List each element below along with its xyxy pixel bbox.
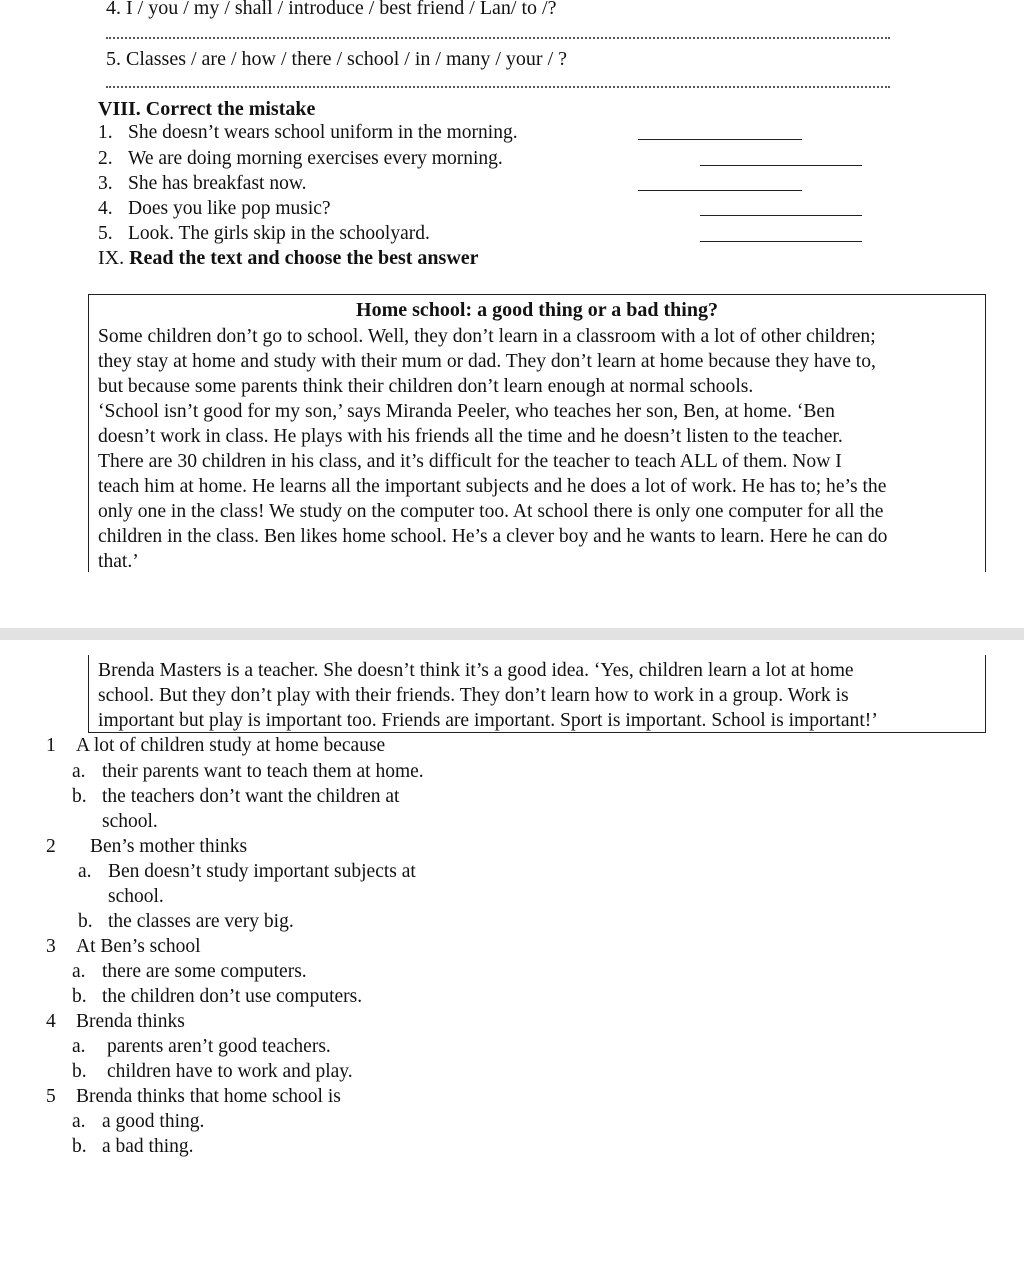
question-stem: Brenda thinks that home school is xyxy=(76,1086,341,1107)
passage-line: doesn’t work in class. He plays with his friends all the time and he doesn’t listen to the teacher. xyxy=(98,426,843,447)
option-letter: a. xyxy=(72,761,86,782)
option-text: school. xyxy=(108,886,164,907)
option-text: the children don’t use computers. xyxy=(102,986,363,1007)
passage-line: teach him at home. He learns all the important subjects and he does a lot of work. He has to; he’s the xyxy=(98,476,887,497)
passage-line: only one in the class! We study on the computer too. At school there is only one computer for all the xyxy=(98,501,884,522)
passage-line: There are 30 children in his class, and it’s difficult for the teacher to teach ALL of them. Now I xyxy=(98,451,842,472)
option-text: the teachers don’t want the children at xyxy=(102,786,400,807)
question-number: 3 xyxy=(46,936,56,957)
option-letter: b. xyxy=(78,911,93,932)
option-letter: a. xyxy=(72,961,86,982)
answer-blank xyxy=(638,190,802,191)
passage-line: important but play is important too. Friends are important. Sport is important. School is important!’ xyxy=(98,710,878,731)
section-8-heading: VIII. Correct the mistake xyxy=(98,98,316,120)
answer-blank xyxy=(700,165,862,166)
section-9-heading xyxy=(98,246,479,270)
section-9-number: IX. xyxy=(98,247,125,269)
question-stem: A lot of children study at home because xyxy=(76,735,386,756)
passage-title: Home school: a good thing or a bad thing? xyxy=(356,299,718,321)
option-letter: a. xyxy=(72,1036,86,1057)
option-letter: a. xyxy=(72,1111,86,1132)
mistake-item-number: 2. xyxy=(98,148,113,169)
answer-blank xyxy=(700,241,862,242)
option-text: their parents want to teach them at home. xyxy=(102,761,424,782)
mistake-item-text: We are doing morning exercises every morning. xyxy=(128,148,503,169)
mistake-item-number: 4. xyxy=(98,198,113,219)
option-text: parents aren’t good teachers. xyxy=(107,1036,331,1057)
passage-line: Some children don’t go to school. Well, they don’t learn in a classroom with a lot of other children; xyxy=(98,326,876,347)
mistake-item-text: She has breakfast now. xyxy=(128,173,307,194)
option-letter: a. xyxy=(78,861,92,882)
passage-line: school. But they don’t play with their friends. They don’t learn how to work in a group. Work is xyxy=(98,685,849,706)
reorder-item-4: 4. I / you / my / shall / introduce / best friend / Lan/ to /? xyxy=(106,0,557,19)
mistake-item-number: 3. xyxy=(98,173,113,194)
option-letter: b. xyxy=(72,1061,87,1082)
passage-line: that.’ xyxy=(98,551,139,572)
question-stem: Ben’s mother thinks xyxy=(90,836,248,857)
answer-dotted-line xyxy=(106,37,890,39)
option-text: the classes are very big. xyxy=(108,911,294,932)
answer-dotted-line xyxy=(106,86,890,88)
question-number: 1 xyxy=(46,735,56,756)
question-stem: Brenda thinks xyxy=(76,1011,185,1032)
option-text: a good thing. xyxy=(102,1111,205,1132)
mistake-item-text: Look. The girls skip in the schoolyard. xyxy=(128,223,430,244)
page-break xyxy=(0,628,1024,640)
question-number: 4 xyxy=(46,1011,56,1032)
passage-line: children in the class. Ben likes home school. He’s a clever boy and he wants to learn. Here he can do xyxy=(98,526,888,547)
option-letter: b. xyxy=(72,786,87,807)
passage-line: ‘School isn’t good for my son,’ says Miranda Peeler, who teaches her son, Ben, at home. ‘Ben xyxy=(98,401,835,422)
mistake-item-number: 1. xyxy=(98,122,113,143)
option-text: Ben doesn’t study important subjects at xyxy=(108,861,416,882)
option-letter: b. xyxy=(72,1136,87,1157)
option-letter: b. xyxy=(72,986,87,1007)
option-text: there are some computers. xyxy=(102,961,307,982)
passage-line: Brenda Masters is a teacher. She doesn’t think it’s a good idea. ‘Yes, children learn a lot at home xyxy=(98,660,854,681)
passage-line: they stay at home and study with their mum or dad. They don’t learn at home because they have to, xyxy=(98,351,876,372)
reorder-item-5: 5. Classes / are / how / there / school / in / many / your / ? xyxy=(106,48,568,70)
mistake-item-text: Does you like pop music? xyxy=(128,198,331,219)
question-stem: At Ben’s school xyxy=(76,936,201,957)
answer-blank xyxy=(700,215,862,216)
mistake-item-text: She doesn’t wears school uniform in the morning. xyxy=(128,122,518,143)
option-text: a bad thing. xyxy=(102,1136,194,1157)
question-number: 2 xyxy=(46,836,56,857)
answer-blank xyxy=(638,139,802,140)
question-number: 5 xyxy=(46,1086,56,1107)
option-text: children have to work and play. xyxy=(107,1061,353,1082)
section-9-title: Read the text and choose the best answer xyxy=(129,247,479,269)
mistake-item-number: 5. xyxy=(98,223,113,244)
option-text: school. xyxy=(102,811,158,832)
passage-line: but because some parents think their children don’t learn enough at normal schools. xyxy=(98,376,754,397)
